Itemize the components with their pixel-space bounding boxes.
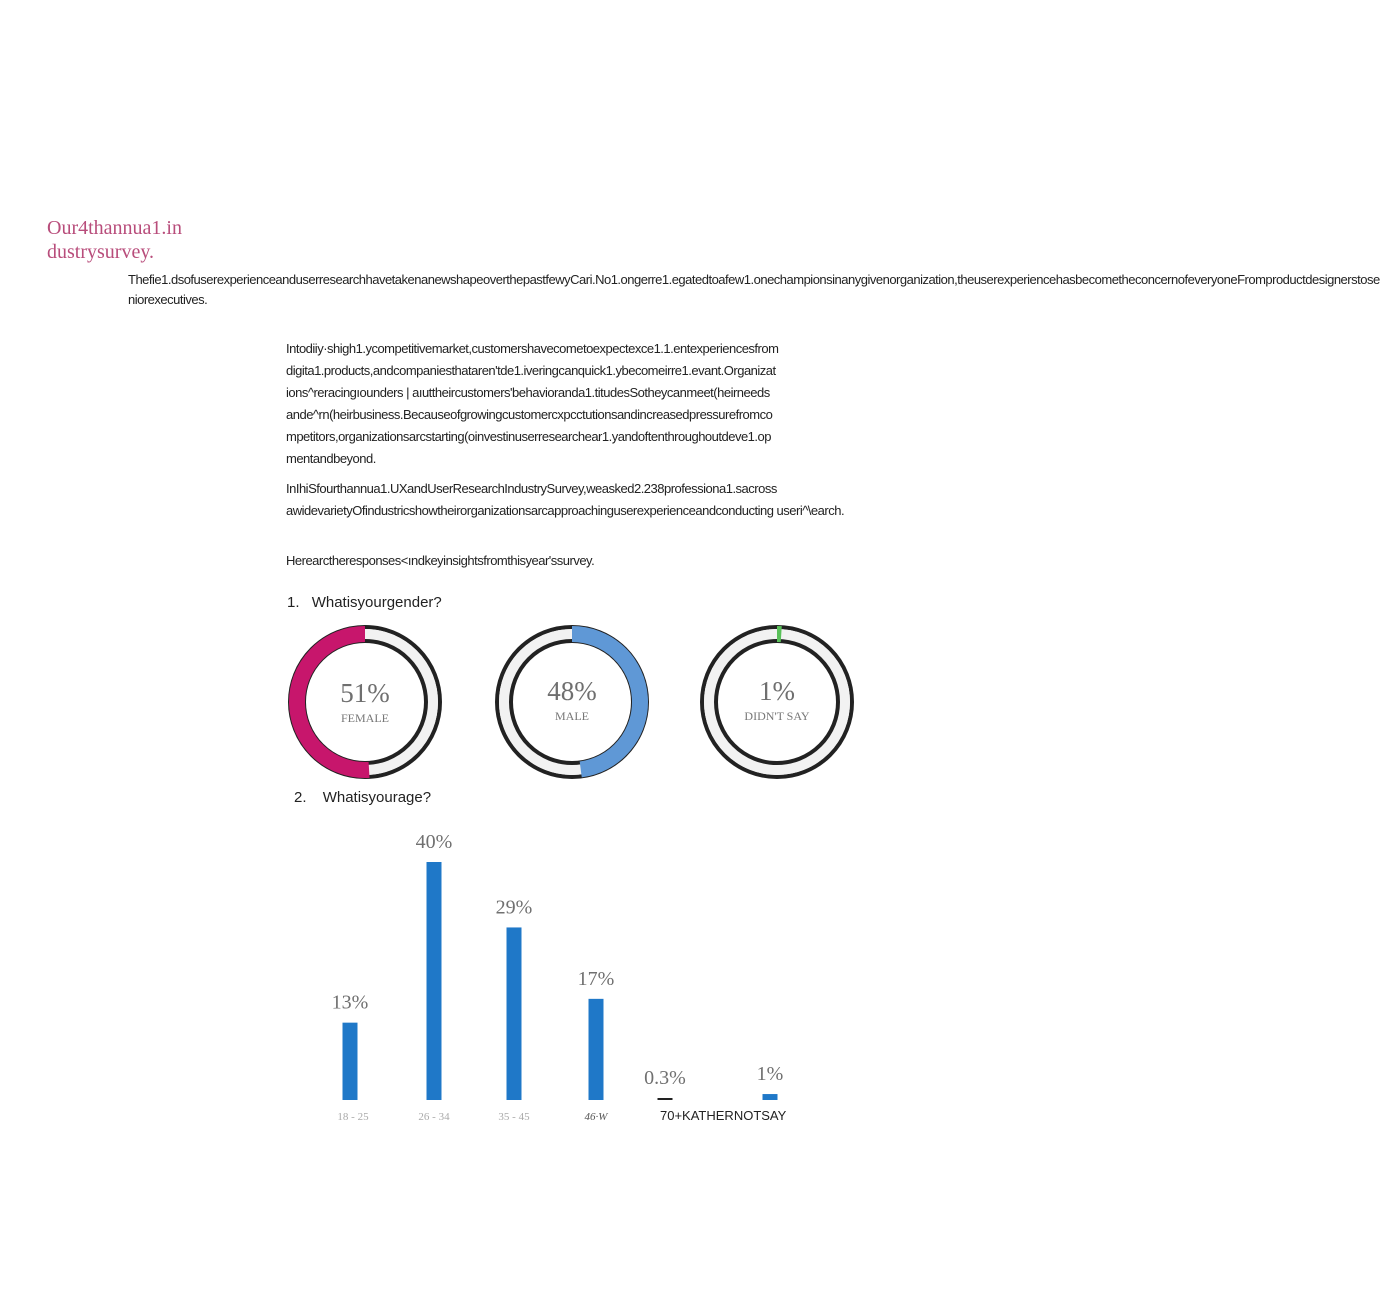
body-paragraph-1: Intodiiy·shigh1.ycompetitivemarket,customershavecometoexpectexce1.1.entexperiencesfrom digita1.products,andcompaniesthataren'tde1.iveringcanquick1.ybecomeirre1.evant.Organizat ions^reracingıounders | aıuttheircustomers'behavioranda1.titudesSotheycanmeet(heirneeds ande^rn(heirbusiness.Becauseofgrowingcustomercxpcctutionsandincreasedpressurefromco mpetitors,organizationsarcstarting(oinvestinuserresearchear1.yandoftenthroughoutdeve1.op mentandbeyond.	[286, 341, 779, 466]
question-2	[294, 789, 431, 806]
question-1-number: 1.	[287, 594, 300, 611]
donut-didnt-say-label: DIDN'T SAY	[744, 709, 810, 723]
question-1	[287, 594, 442, 611]
tick-label-46: 46·W	[584, 1111, 608, 1123]
donut-didnt-say	[697, 622, 857, 782]
bar-value-label-0: 13%	[331, 991, 369, 1014]
donut-female	[285, 622, 445, 782]
bar-5	[763, 1094, 778, 1100]
bar-1	[427, 862, 442, 1100]
body-paragraph-3: Herearctheresponses<ındkeyinsightsfromthisyear'ssurvey.	[286, 553, 595, 568]
bar-3	[589, 999, 604, 1100]
tick-label-35-45: 35 - 45	[498, 1111, 530, 1123]
bar-value-label-3: 17%	[577, 967, 615, 990]
question-2-text: Whatisyourage?	[322, 789, 432, 806]
question-2-number: 2.	[294, 789, 307, 806]
donut-male	[492, 622, 652, 782]
bar-4	[658, 1098, 673, 1100]
page-title: Our4thannua1.in dustrysurvey.	[47, 217, 182, 263]
tick-label-18-25: 18 - 25	[337, 1111, 369, 1123]
bar-0	[343, 1023, 358, 1100]
body-paragraph-2: InIhiSfourthannua1.UXandUserResearchIndustrySurvey,weasked2.238professiona1.sacross awidevarietyOfindustricshowtheirorganizationsarcapproachinguserexperienceandconducting useri^\earch.	[286, 481, 845, 518]
bar-value-label-4: 0.3%	[644, 1067, 686, 1089]
bar-2	[507, 927, 522, 1100]
donut-didnt-say-value: 1%	[759, 676, 795, 706]
intro-paragraph: Thefie1.dsofuserexperienceanduserresearchhavetakenanewshapeoverthepastfewyCari.No1.ongerre1.egatedtoafew1.onechampionsinanygivenorganization,theuserexperiencehasbecometheconcernofeveryoneFromproductdesignerstose niorexecutives.	[128, 272, 1380, 307]
donut-female-value: 51%	[340, 678, 390, 708]
bar-value-label-1: 40%	[415, 831, 453, 853]
donut-female-label: FEMALE	[341, 711, 389, 725]
bar-value-label-5: 1%	[756, 1063, 784, 1086]
donut-male-label: MALE	[555, 709, 589, 723]
age-bar-chart	[300, 815, 820, 1135]
question-1-text: Whatisyourgender?	[311, 594, 442, 611]
tick-label-70-rather-not-say: 70+KATHERNOTSAY	[660, 1108, 787, 1123]
tick-label-26-34: 26 - 34	[418, 1111, 450, 1123]
donut-male-value: 48%	[547, 676, 597, 706]
bar-value-label-2: 29%	[495, 896, 533, 919]
